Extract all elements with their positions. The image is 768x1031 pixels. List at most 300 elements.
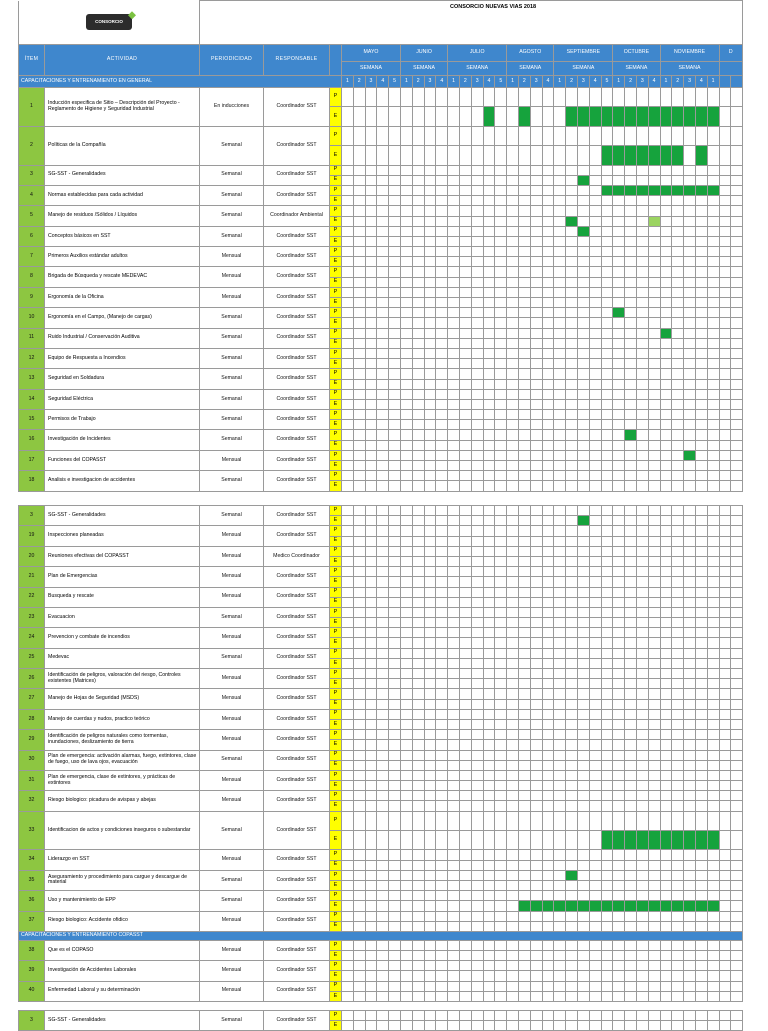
week-cell[interactable] (436, 359, 448, 369)
week-cell[interactable] (365, 165, 377, 175)
week-cell[interactable] (459, 516, 471, 526)
week-cell[interactable] (483, 556, 495, 566)
week-cell[interactable] (636, 648, 648, 658)
week-cell[interactable] (660, 236, 672, 246)
week-cell[interactable] (566, 638, 578, 648)
week-cell[interactable] (459, 277, 471, 287)
week-cell[interactable] (707, 146, 719, 165)
week-cell[interactable] (342, 760, 354, 770)
week-cell[interactable] (707, 679, 719, 689)
week-cell[interactable] (377, 308, 389, 318)
week-cell[interactable] (436, 781, 448, 791)
week-cell[interactable] (483, 618, 495, 628)
week-cell[interactable] (577, 689, 589, 699)
week-cell[interactable] (613, 328, 625, 338)
week-cell[interactable] (660, 577, 672, 587)
week-cell[interactable] (471, 831, 483, 850)
week-cell[interactable] (518, 185, 530, 195)
week-cell[interactable] (542, 420, 554, 430)
week-cell[interactable] (483, 546, 495, 556)
week-cell[interactable] (507, 781, 519, 791)
week-cell[interactable] (459, 556, 471, 566)
week-cell[interactable] (436, 440, 448, 450)
week-cell[interactable] (483, 420, 495, 430)
week-cell[interactable] (412, 587, 424, 597)
week-cell[interactable] (389, 185, 401, 195)
week-cell[interactable] (412, 461, 424, 471)
gantt-bar-cell[interactable] (566, 901, 578, 911)
week-cell[interactable] (495, 638, 507, 648)
week-cell[interactable] (601, 267, 613, 277)
week-cell[interactable] (648, 607, 660, 617)
week-cell[interactable] (684, 471, 696, 481)
week-cell[interactable] (719, 430, 731, 440)
week-cell[interactable] (542, 911, 554, 921)
week-cell[interactable] (613, 607, 625, 617)
week-cell[interactable] (400, 175, 412, 185)
week-cell[interactable] (342, 689, 354, 699)
week-cell[interactable] (483, 607, 495, 617)
week-cell[interactable] (436, 567, 448, 577)
week-cell[interactable] (483, 689, 495, 699)
week-cell[interactable] (636, 471, 648, 481)
week-cell[interactable] (436, 318, 448, 328)
week-cell[interactable] (684, 536, 696, 546)
week-cell[interactable] (542, 536, 554, 546)
week-cell[interactable] (731, 88, 743, 107)
week-cell[interactable] (672, 638, 684, 648)
week-cell[interactable] (707, 669, 719, 679)
week-cell[interactable] (412, 880, 424, 890)
week-cell[interactable] (577, 267, 589, 277)
week-cell[interactable] (530, 740, 542, 750)
week-cell[interactable] (613, 126, 625, 145)
week-cell[interactable] (554, 379, 566, 389)
week-cell[interactable] (731, 369, 743, 379)
week-cell[interactable] (507, 399, 519, 409)
week-cell[interactable] (566, 369, 578, 379)
week-cell[interactable] (589, 247, 601, 257)
week-cell[interactable] (507, 236, 519, 246)
week-cell[interactable] (530, 940, 542, 950)
week-cell[interactable] (731, 981, 743, 991)
week-cell[interactable] (518, 1011, 530, 1021)
week-cell[interactable] (731, 107, 743, 126)
week-cell[interactable] (507, 516, 519, 526)
week-cell[interactable] (424, 831, 436, 850)
week-cell[interactable] (448, 740, 460, 750)
week-cell[interactable] (648, 247, 660, 257)
week-cell[interactable] (365, 921, 377, 931)
week-cell[interactable] (695, 420, 707, 430)
week-cell[interactable] (389, 750, 401, 760)
week-cell[interactable] (589, 196, 601, 206)
week-cell[interactable] (636, 556, 648, 566)
week-cell[interactable] (589, 526, 601, 536)
week-cell[interactable] (365, 891, 377, 901)
week-cell[interactable] (507, 801, 519, 811)
week-cell[interactable] (530, 587, 542, 597)
week-cell[interactable] (542, 730, 554, 740)
week-cell[interactable] (613, 216, 625, 226)
week-cell[interactable] (660, 410, 672, 420)
week-cell[interactable] (377, 257, 389, 267)
week-cell[interactable] (518, 328, 530, 338)
week-cell[interactable] (577, 471, 589, 481)
week-cell[interactable] (542, 328, 554, 338)
week-cell[interactable] (684, 328, 696, 338)
week-cell[interactable] (684, 399, 696, 409)
week-cell[interactable] (542, 1011, 554, 1021)
week-cell[interactable] (530, 577, 542, 587)
week-cell[interactable] (566, 699, 578, 709)
week-cell[interactable] (601, 730, 613, 740)
week-cell[interactable] (707, 891, 719, 901)
gantt-bar-cell[interactable] (601, 185, 613, 195)
week-cell[interactable] (530, 991, 542, 1001)
week-cell[interactable] (483, 277, 495, 287)
week-cell[interactable] (530, 389, 542, 399)
week-cell[interactable] (648, 880, 660, 890)
week-cell[interactable] (459, 638, 471, 648)
week-cell[interactable] (495, 648, 507, 658)
week-cell[interactable] (436, 638, 448, 648)
week-cell[interactable] (577, 921, 589, 931)
week-cell[interactable] (530, 481, 542, 491)
week-cell[interactable] (636, 359, 648, 369)
week-cell[interactable] (342, 781, 354, 791)
week-cell[interactable] (613, 638, 625, 648)
week-cell[interactable] (400, 430, 412, 440)
week-cell[interactable] (495, 359, 507, 369)
week-cell[interactable] (542, 831, 554, 850)
gantt-bar-cell[interactable] (648, 216, 660, 226)
week-cell[interactable] (412, 699, 424, 709)
week-cell[interactable] (684, 389, 696, 399)
week-cell[interactable] (377, 981, 389, 991)
week-cell[interactable] (707, 658, 719, 668)
week-cell[interactable] (648, 338, 660, 348)
week-cell[interactable] (400, 399, 412, 409)
week-cell[interactable] (412, 679, 424, 689)
week-cell[interactable] (471, 901, 483, 911)
week-cell[interactable] (389, 740, 401, 750)
week-cell[interactable] (483, 126, 495, 145)
week-cell[interactable] (459, 165, 471, 175)
week-cell[interactable] (695, 709, 707, 719)
week-cell[interactable] (448, 638, 460, 648)
week-cell[interactable] (448, 719, 460, 729)
week-cell[interactable] (566, 740, 578, 750)
week-cell[interactable] (695, 699, 707, 709)
gantt-bar-cell[interactable] (613, 146, 625, 165)
week-cell[interactable] (495, 971, 507, 981)
week-cell[interactable] (353, 860, 365, 870)
week-cell[interactable] (389, 328, 401, 338)
week-cell[interactable] (342, 719, 354, 729)
week-cell[interactable] (353, 587, 365, 597)
week-cell[interactable] (660, 607, 672, 617)
week-cell[interactable] (589, 471, 601, 481)
week-cell[interactable] (495, 669, 507, 679)
week-cell[interactable] (731, 185, 743, 195)
week-cell[interactable] (507, 328, 519, 338)
week-cell[interactable] (342, 811, 354, 830)
week-cell[interactable] (613, 399, 625, 409)
week-cell[interactable] (518, 471, 530, 481)
week-cell[interactable] (459, 546, 471, 556)
week-cell[interactable] (577, 699, 589, 709)
week-cell[interactable] (377, 760, 389, 770)
week-cell[interactable] (731, 567, 743, 577)
week-cell[interactable] (636, 206, 648, 216)
week-cell[interactable] (648, 481, 660, 491)
week-cell[interactable] (400, 760, 412, 770)
week-cell[interactable] (542, 216, 554, 226)
week-cell[interactable] (495, 410, 507, 420)
week-cell[interactable] (684, 88, 696, 107)
week-cell[interactable] (459, 389, 471, 399)
week-cell[interactable] (507, 1011, 519, 1021)
week-cell[interactable] (459, 338, 471, 348)
week-cell[interactable] (353, 450, 365, 460)
week-cell[interactable] (719, 870, 731, 880)
week-cell[interactable] (507, 440, 519, 450)
week-cell[interactable] (731, 506, 743, 516)
week-cell[interactable] (566, 359, 578, 369)
week-cell[interactable] (507, 226, 519, 236)
week-cell[interactable] (365, 911, 377, 921)
week-cell[interactable] (672, 699, 684, 709)
week-cell[interactable] (530, 730, 542, 740)
week-cell[interactable] (695, 196, 707, 206)
week-cell[interactable] (684, 526, 696, 536)
week-cell[interactable] (400, 257, 412, 267)
week-cell[interactable] (601, 88, 613, 107)
week-cell[interactable] (731, 461, 743, 471)
week-cell[interactable] (459, 126, 471, 145)
week-cell[interactable] (660, 921, 672, 931)
week-cell[interactable] (566, 146, 578, 165)
week-cell[interactable] (636, 247, 648, 257)
week-cell[interactable] (625, 216, 637, 226)
week-cell[interactable] (518, 359, 530, 369)
week-cell[interactable] (377, 247, 389, 257)
week-cell[interactable] (389, 901, 401, 911)
week-cell[interactable] (672, 430, 684, 440)
week-cell[interactable] (613, 740, 625, 750)
week-cell[interactable] (377, 359, 389, 369)
week-cell[interactable] (424, 699, 436, 709)
week-cell[interactable] (412, 730, 424, 740)
week-cell[interactable] (613, 287, 625, 297)
week-cell[interactable] (400, 146, 412, 165)
week-cell[interactable] (542, 546, 554, 556)
week-cell[interactable] (566, 450, 578, 460)
week-cell[interactable] (495, 175, 507, 185)
week-cell[interactable] (471, 196, 483, 206)
week-cell[interactable] (636, 658, 648, 668)
week-cell[interactable] (648, 961, 660, 971)
week-cell[interactable] (589, 410, 601, 420)
week-cell[interactable] (672, 709, 684, 719)
week-cell[interactable] (542, 126, 554, 145)
week-cell[interactable] (707, 175, 719, 185)
week-cell[interactable] (459, 781, 471, 791)
week-cell[interactable] (566, 399, 578, 409)
week-cell[interactable] (613, 669, 625, 679)
week-cell[interactable] (424, 740, 436, 750)
week-cell[interactable] (589, 991, 601, 1001)
week-cell[interactable] (554, 628, 566, 638)
week-cell[interactable] (412, 348, 424, 358)
week-cell[interactable] (400, 750, 412, 760)
week-cell[interactable] (436, 146, 448, 165)
week-cell[interactable] (554, 420, 566, 430)
week-cell[interactable] (471, 165, 483, 175)
gantt-bar-cell[interactable] (695, 185, 707, 195)
week-cell[interactable] (660, 556, 672, 566)
week-cell[interactable] (613, 1021, 625, 1031)
week-cell[interactable] (660, 389, 672, 399)
week-cell[interactable] (613, 679, 625, 689)
week-cell[interactable] (695, 567, 707, 577)
week-cell[interactable] (389, 911, 401, 921)
week-cell[interactable] (424, 257, 436, 267)
week-cell[interactable] (707, 348, 719, 358)
week-cell[interactable] (353, 921, 365, 931)
week-cell[interactable] (731, 481, 743, 491)
week-cell[interactable] (707, 420, 719, 430)
week-cell[interactable] (400, 165, 412, 175)
week-cell[interactable] (436, 791, 448, 801)
week-cell[interactable] (342, 410, 354, 420)
week-cell[interactable] (377, 506, 389, 516)
week-cell[interactable] (412, 526, 424, 536)
week-cell[interactable] (353, 750, 365, 760)
week-cell[interactable] (400, 730, 412, 740)
week-cell[interactable] (377, 567, 389, 577)
week-cell[interactable] (577, 597, 589, 607)
week-cell[interactable] (542, 740, 554, 750)
week-cell[interactable] (542, 318, 554, 328)
week-cell[interactable] (542, 951, 554, 961)
week-cell[interactable] (589, 516, 601, 526)
week-cell[interactable] (365, 226, 377, 236)
week-cell[interactable] (613, 206, 625, 216)
week-cell[interactable] (400, 359, 412, 369)
week-cell[interactable] (695, 689, 707, 699)
week-cell[interactable] (566, 461, 578, 471)
gantt-bar-cell[interactable] (695, 831, 707, 850)
week-cell[interactable] (389, 440, 401, 450)
gantt-bar-cell[interactable] (554, 901, 566, 911)
week-cell[interactable] (518, 597, 530, 607)
week-cell[interactable] (601, 770, 613, 780)
week-cell[interactable] (660, 526, 672, 536)
week-cell[interactable] (695, 88, 707, 107)
week-cell[interactable] (695, 940, 707, 950)
week-cell[interactable] (436, 206, 448, 216)
week-cell[interactable] (672, 618, 684, 628)
week-cell[interactable] (471, 308, 483, 318)
week-cell[interactable] (495, 298, 507, 308)
week-cell[interactable] (566, 921, 578, 931)
week-cell[interactable] (353, 638, 365, 648)
week-cell[interactable] (601, 126, 613, 145)
week-cell[interactable] (566, 709, 578, 719)
week-cell[interactable] (448, 1021, 460, 1031)
week-cell[interactable] (448, 536, 460, 546)
week-cell[interactable] (459, 226, 471, 236)
week-cell[interactable] (554, 226, 566, 236)
week-cell[interactable] (566, 911, 578, 921)
week-cell[interactable] (365, 679, 377, 689)
week-cell[interactable] (684, 951, 696, 961)
week-cell[interactable] (377, 850, 389, 860)
week-cell[interactable] (389, 831, 401, 850)
week-cell[interactable] (389, 257, 401, 267)
week-cell[interactable] (554, 770, 566, 780)
week-cell[interactable] (707, 298, 719, 308)
week-cell[interactable] (731, 1021, 743, 1031)
week-cell[interactable] (495, 1021, 507, 1031)
week-cell[interactable] (483, 577, 495, 587)
week-cell[interactable] (483, 709, 495, 719)
week-cell[interactable] (672, 410, 684, 420)
week-cell[interactable] (613, 88, 625, 107)
week-cell[interactable] (684, 587, 696, 597)
week-cell[interactable] (483, 658, 495, 668)
week-cell[interactable] (577, 577, 589, 587)
week-cell[interactable] (436, 481, 448, 491)
week-cell[interactable] (353, 760, 365, 770)
week-cell[interactable] (377, 860, 389, 870)
week-cell[interactable] (424, 287, 436, 297)
week-cell[interactable] (353, 1011, 365, 1021)
week-cell[interactable] (400, 940, 412, 950)
week-cell[interactable] (672, 658, 684, 668)
week-cell[interactable] (483, 891, 495, 901)
week-cell[interactable] (707, 951, 719, 961)
week-cell[interactable] (471, 481, 483, 491)
week-cell[interactable] (353, 597, 365, 607)
week-cell[interactable] (601, 719, 613, 729)
week-cell[interactable] (389, 669, 401, 679)
week-cell[interactable] (448, 921, 460, 931)
week-cell[interactable] (530, 870, 542, 880)
week-cell[interactable] (448, 481, 460, 491)
week-cell[interactable] (684, 911, 696, 921)
week-cell[interactable] (542, 791, 554, 801)
week-cell[interactable] (625, 298, 637, 308)
week-cell[interactable] (448, 831, 460, 850)
week-cell[interactable] (625, 196, 637, 206)
week-cell[interactable] (636, 981, 648, 991)
week-cell[interactable] (613, 781, 625, 791)
week-cell[interactable] (342, 770, 354, 780)
week-cell[interactable] (448, 951, 460, 961)
week-cell[interactable] (566, 318, 578, 328)
week-cell[interactable] (589, 597, 601, 607)
week-cell[interactable] (707, 410, 719, 420)
week-cell[interactable] (412, 870, 424, 880)
week-cell[interactable] (400, 226, 412, 236)
week-cell[interactable] (483, 389, 495, 399)
week-cell[interactable] (412, 740, 424, 750)
week-cell[interactable] (518, 318, 530, 328)
week-cell[interactable] (483, 506, 495, 516)
